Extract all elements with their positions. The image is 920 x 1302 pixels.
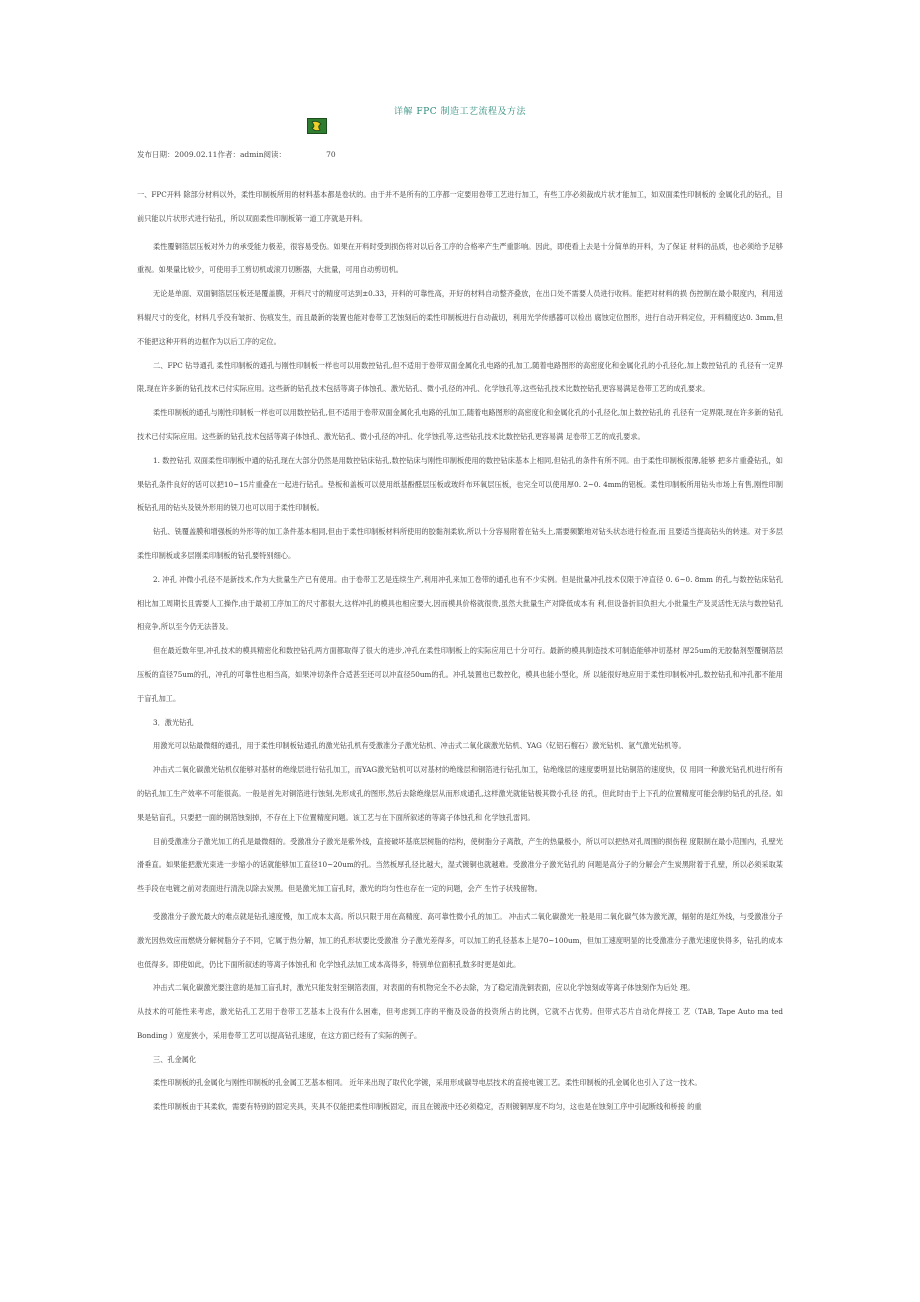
paragraph: 柔性印制板由于其柔软，需要有特别的固定夹具，夹具不仅能把柔性印制板固定，而且在镀液中还必须稳定，否则镀铜厚度不均匀，这也是在蚀刻工序中引起断线和桥接 的重 [153, 1102, 702, 1112]
section-heading: 三、孔金属化 [153, 1054, 197, 1064]
paragraph: 用激光可以钻最微细的通孔，用于柔性印制板钻通孔的激光钻孔机有受激准分子激光钻机、冲击式二氧化碳激光钻机、YAG（钇铝石榴石）激光钻机、氩气激光钻机等。 [153, 741, 686, 751]
paragraph: 2. 冲孔 冲微小孔径不是新技术,作为大批量生产已有使用。由于卷带工艺是连续生产,利用冲孔来加工卷带的通孔也有不少实例。但是批量冲孔技术仅限于冲直径 0. 6~0. 8mm 的孔,与数控钻床钻孔相比加工周期长且需要人工操作,由于最初工序加工的尺寸都很大,这样冲孔的模具也相应要大,因而模具价格就很贵,虽然大批量生产对降低成本有 利,但设备折旧负担大,小批量生产及灵活性无法与数控钻孔相竞争,所以至今仍无法普及。 [137, 574, 783, 632]
paragraph: 无论是单面、双面铜箔层压板还是覆盖膜，开料尺寸的精度可达到±0.33，开料的可靠性高，开好的材料自动整齐叠放，在出口处不需要人员进行收料。能把对材料的损 伤控制在最小限度内，利用送料辊尺寸的变化，材料几乎没有皱折、伤痕发生，而且最新的装置也能对卷带工艺蚀刻后的柔性印制板进行自动裁切，利用光学传感器可以检出 腐蚀定位图形，进行自动开料定位，开料精度达0. 3mm,但不能把这种开料的边框作为以后工序的定位。 [137, 289, 783, 346]
view-count: 70 [326, 150, 336, 159]
paragraph: 柔性覆铜箔层压板对外力的承受能力极差，很容易受伤。如果在开料时受到损伤将对以后各工序的合格率产生严重影响。因此，即使看上去是十分简单的开料，为了保证 材料的品质，也必须给予足够重视。如果量比较少，可使用手工剪切机或滚刀切断器，大批量，可用自动剪切机。 [137, 241, 783, 275]
section-heading: 3．激光钻孔 [153, 717, 194, 727]
paragraph: 目前受激准分子激光加工的孔是最微细的。受激准分子激光是紫外线，直接破坏基底层树脂的结构，使树脂分子离散，产生的热量极小，所以可以把热对孔周围的损伤程 度限制在最小范围内，孔壁光滑垂直。如果能把激光束进一步缩小的话就能够加工直径10~20um的孔。当然板厚孔径比越大，湿式镀铜也就越难。受激准分子激光钻孔的 问题是高分子的分解会产生炭黑附着于孔壁，所以必须采取某些手段在电镀之前对表面进行清洗以除去炭黑。但是激光加工盲孔时，激光的均匀性也存在一定的问题，会产 生竹子状残留物。 [137, 836, 783, 894]
paragraph: 但在最近数年里,冲孔技术的模具精密化和数控钻孔两方面都取得了很大的进步,冲孔在柔性印制板上的实际应用已十分可行。最新的模具制造技术可制造能够冲切基材 厚25um的无胶黏剂型覆铜箔层压板的直径75um的孔，冲孔的可靠性也相当高，如果冲切条件合适甚至还可以冲直径50um的孔。冲孔装置也已数控化，模具也能小型化，所 以能很好地应用于柔性印制板冲孔,数控钻孔和冲孔都不能用于盲孔加工。 [137, 646, 783, 703]
paragraph: 从技术的可能性来考虑，激光钻孔工艺用于卷带工艺基本上没有什么困难，但考虑到工序的平衡及设备的投资所占的比例，它就不占优势。但带式芯片自动化焊接工 艺（TAB, Tape Auto ma ted Bonding ）宽度狭小，采用卷带工艺可以提高钻孔速度，在这方面已经有了实际的例子。 [137, 1007, 783, 1040]
paragraph: 柔性印制板的通孔与刚性印制板一样也可以用数控钻孔,但不适用于卷带双面金属化孔电路的孔加工,随着电路图形的高密度化和金属化孔的小孔径化,加上数控钻孔的 孔径有一定界限,现在许多新的钻孔技术已付实际应用。这些新的钻孔技术包括等离子体蚀孔、激光钻孔、微小孔径的冲孔、化学蚀孔等,这些钻孔技术比数控钻孔更容易满 足卷带工艺的成孔要求。 [137, 408, 783, 441]
paragraph: 受激准分子激光最大的难点就是钻孔速度慢，加工成本太高。所以只限于用在高精度、高可靠性微小孔的加工。 冲击式二氧化碳激光一般是用二氧化碳气体为激光源，辐射的是红外线，与受激准分子激光因热效应而燃烧分解树脂分子不同，它属于热分解，加工的孔形状要比受激准 分子激光差得多，可以加工的孔径基本上是70~100um，但加工速度明显的比受激准分子激光速度快得多，钻孔的成本也低得多。即使如此，仍比下面所叙述的等离子体蚀孔和 化学蚀孔法加工成本高得多，特别单位面积孔数多时更是如此。 [137, 911, 783, 969]
article-meta [137, 149, 336, 160]
publish-info: 发布日期：2009.02.11作者：admin阅读： [137, 150, 287, 159]
paragraph: 冲击式二氧化碳激光钻机仅能够对基材的绝缘层进行钻孔加工，而YAG激光钻机可以对基材的绝缘层和铜箔进行钻孔加工，钻绝缘层的速度要明显比钻铜箔的速度快，仅 用同一种激光钻孔机进行所有的钻孔加工生产效率不可能很高。一般是首先对铜箔进行蚀刻,先形成孔的图形,然后去除绝缘层从而形成通孔,这样激光就能钻极其微小孔径 的孔，但此时由于上下孔的位置精度可能会制约钻孔的孔径。如果是钻盲孔，只要把一面的铜箔蚀刻掉，不存在上下位置精度问题。该工艺与在下面所叙述的等离子体蚀孔和 化学蚀孔雷同。 [137, 765, 783, 822]
article-title: 详解 FPC 制造工艺流程及方法 [394, 107, 526, 117]
paragraph: 1. 数控钻孔 双面柔性印制板中通的钻孔现在大部分仍然是用数控钻床钻孔,数控钻床与刚性印制板使用的数控钻床基本上相同,但钻孔的条件有所不同。由于柔性印制板很薄,能够 把多片重叠钻孔，如果钻孔条件良好的话可以把10~15片重叠在一起进行钻孔。垫板和盖板可以使用纸基酚醛层压板或玻纤布环氧层压板，也完全可以使用厚0. 2~0. 4mm的铝板。柔性印制板所用钻头市场上有售,刚性印制板钻孔用的钻头及铣外形用的铣刀也可以用于柔性印制板。 [137, 455, 783, 513]
paragraph: 冲击式二氧化碳激光要注意的是加工盲孔时，激光只能发射至铜箔表面，对表面的有机物完全不必去除，为了稳定清洗铜表面，应以化学蚀刻或等离子体蚀刻作为后处 理。 [153, 983, 695, 993]
article-logo-icon [307, 118, 327, 134]
paragraph: 钻孔、铣覆盖膜和增强板的外形等的加工条件基本相同,但由于柔性印制板材料所使用的胶黏剂柔软,所以十分容易附着在钻头上,需要频繁地对钻头状态进行检查,而 且要适当提高钻头的转速。对于多层柔性印制板或多层刚柔印制板的钻孔要特别细心。 [137, 527, 783, 560]
paragraph: 一、FPC开料 除部分材料以外，柔性印制板所用的材料基本都是卷状的。由于并不是所有的工序都一定要用卷带工艺进行加工，有些工序必须裁成片状才能加工，如双面柔性印制板的 金属化孔的钻孔，目前只能以片状形式进行钻孔，所以双面柔性印制板第一道工序就是开料。 [137, 190, 783, 223]
paragraph: 柔性印制板的孔金属化与刚性印制板的孔金属工艺基本相同。 近年来出现了取代化学镀，采用形成碳导电层技术的直接电镀工艺。柔性印制板的孔金属化也引入了这一技术。 [153, 1078, 702, 1088]
article-body [137, 183, 783, 1119]
paragraph: 二、FPC 钻导通孔 柔性印制板的通孔与刚性印制板一样也可以用数控钻孔,但不适用于卷带双面金属化孔电路的孔加工,随着电路图形的高密度化和金属化孔的小孔径化,加上数控钻孔的 孔径有一定界限,现在许多新的钻孔技术已付实际应用。这些新的钻孔技术包括等离子体蚀孔、激光钻孔、微小孔径的冲孔、化学蚀孔等,这些钻孔技术比数控钻孔更容易满足卷带工艺的成孔要求。 [137, 360, 783, 394]
